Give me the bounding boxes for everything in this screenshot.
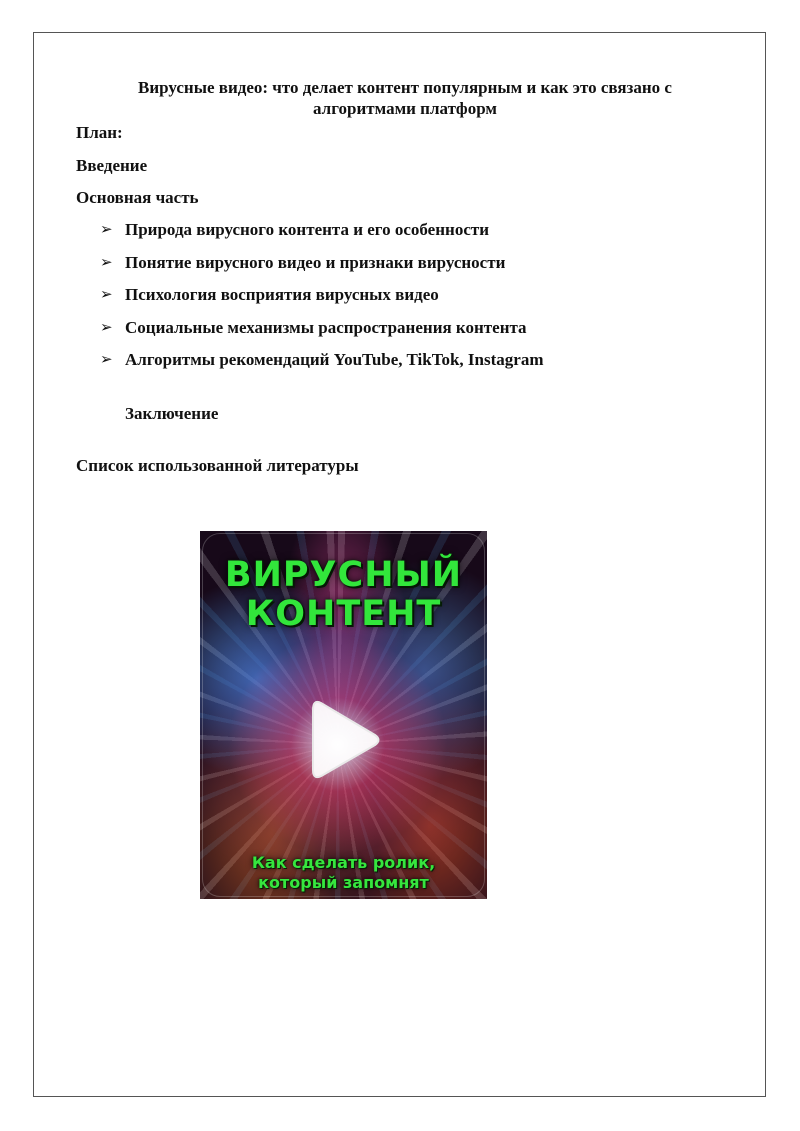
document-title: Вирусные видео: что делает контент популярным и как это связано с алгоритмами платформ [138, 78, 672, 118]
list-item-label: Социальные механизмы распространения контента [125, 317, 527, 337]
cover-subtitle-line-1: Как сделать ролик, [251, 853, 436, 872]
list-item [100, 317, 543, 350]
list-item [100, 252, 543, 285]
arrow-bullet-icon: ➢ [100, 285, 113, 303]
list-item-label: Алгоритмы рекомендаций YouTube, TikTok, Instagram [125, 350, 544, 369]
arrow-bullet-icon: ➢ [100, 350, 113, 368]
list-item-label: Понятие вирусного видео и признаки вирусности [125, 252, 506, 272]
plan-label: План: [76, 123, 123, 142]
arrow-bullet-icon: ➢ [100, 317, 113, 336]
main-part-list [100, 219, 543, 382]
viral-content-cover-image [200, 531, 487, 899]
arrow-bullet-icon: ➢ [100, 220, 113, 238]
literature-heading: Список использованной литературы [76, 456, 359, 475]
cover-subtitle [200, 853, 487, 893]
cover-title-line-2: КОНТЕНТ [245, 594, 442, 634]
introduction-heading: Введение [76, 156, 148, 175]
cover-title-line-1: ВИРУСНЫЙ [224, 555, 463, 595]
list-item [100, 219, 543, 252]
list-item [100, 284, 543, 317]
list-item [100, 349, 543, 382]
list-item-label: Психология восприятия вирусных видео [125, 285, 439, 304]
conclusion-heading: Заключение [125, 404, 219, 423]
list-item-label: Природа вирусного контента и его особенности [125, 220, 490, 239]
main-part-heading: Основная часть [76, 188, 199, 207]
play-icon [309, 697, 383, 783]
cover-subtitle-line-2: который запомнят [258, 873, 429, 892]
arrow-bullet-icon: ➢ [100, 252, 113, 271]
